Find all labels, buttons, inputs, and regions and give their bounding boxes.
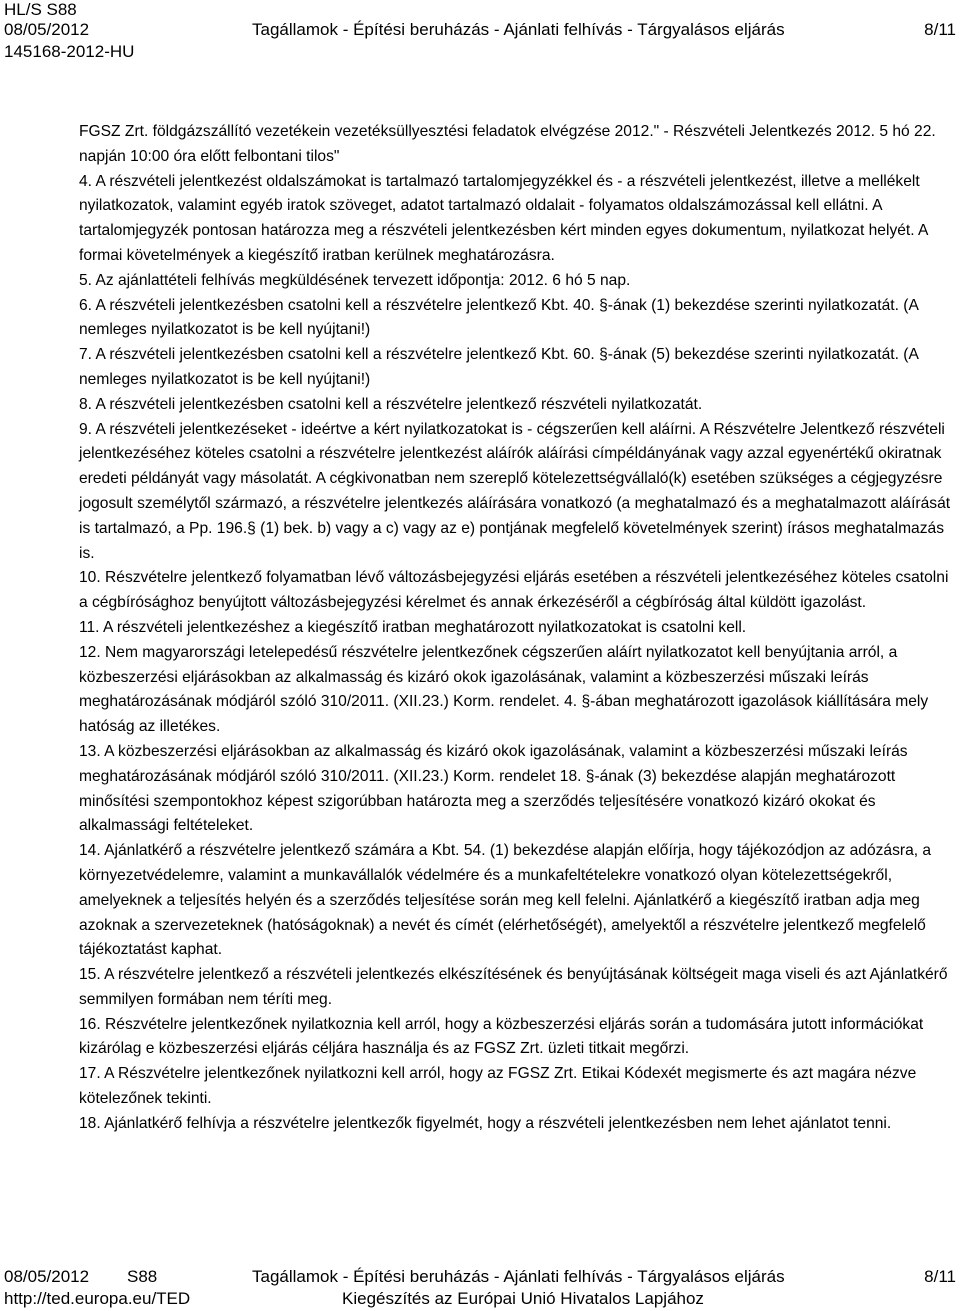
footer-page-number: 8/11 <box>924 1267 956 1286</box>
footer-url-link[interactable]: http://ted.europa.eu/TED <box>4 1289 191 1308</box>
header-doc-row <box>4 42 956 62</box>
footer-publisher: Kiegészítés az Európai Unió Hivatalos Lapjához <box>342 1289 704 1308</box>
paragraph: 11. A részvételi jelentkezéshez a kiegészítő iratban meghatározott nyilatkozatokat is csatolni kell. <box>79 618 747 636</box>
paragraph: 9. A részvételi jelentkezéseket - ideértve a kért nyilatkozatokat is - cégszerűen kell aláírni. A Részvételre Jelentkező részvételi jelentkezéséhez köteles csatolni a részvételre jelentkezést aláírók aláírási címpéldányának vagy azzal egyenértékű okiratnak eredeti példányát vagy másolatát. A cégkivonatban nem szereplő kötelezettségvállaló(k) esetében szükséges a cégjegyzésre jogosult személytől származó, a részvételre jelentkezés aláírására vonatkozó (a meghatalmazó és a meghatalmazott aláírását is tartalmazó, a Pp. 196.§ (1) bek. b) vagy a c) vagy az e) pontjának megfelelő követelmények szerint) írásos meghatalmazás is. <box>79 420 951 562</box>
footer-series: S88 <box>127 1267 158 1286</box>
header-series: HL/S S88 <box>4 0 77 19</box>
paragraph: FGSZ Zrt. földgázszállító vezetékein vezetéksüllyesztési feladatok elvégzése 2012." - Részvételi Jelentkezés 2012. 5 hó 22. napján 10:00 óra előtt felbontani tilos" <box>79 123 936 165</box>
paragraph: 14. Ajánlatkérő a részvételre jelentkező számára a Kbt. 54. (1) bekezdése alapján előírja, hogy tájékozódjon az adózásra, a környezetvédelemre, valamint a munkavállalók védelmére és a munkafeltételekre vonatkozó olyan kötelezettségekről, amelyeknek a teljesítés helyén és a szerződés teljesítése során meg kell felelni. Ajánlatkérő a kiegészítő iratban adja meg azoknak a szervezeteknek (hatóságoknak) a nevét és címét (elérhetőségét), amelyektől a részvételre jelentkező megfelelő tájékoztatást kaphat. <box>79 842 932 959</box>
paragraph: 6. A részvételi jelentkezésben csatolni kell a részvételre jelentkező Kbt. 40. §-ának (1) bekezdése szerinti nyilatkozatát. (A nemleges nyilatkozatot is be kell nyújtani!) <box>79 296 919 339</box>
header-row <box>4 20 956 42</box>
paragraph: 13. A közbeszerzési eljárásokban az alkalmasság és kizáró okok igazolásának, valamint a közbeszerzési műszaki leírás meghatározásának módjáról szóló 310/2011. (XII.23.) Korm. rendelet 18. §-ának (3) bekezdése alapján meghatározott minősítési szempontokhoz képest szigorúbban határozta meg a szerződés teljesítésére vonatkozó kizáró okokat és alkalmassági feltételeket. <box>79 742 908 835</box>
footer-title: Tagállamok - Építési beruházás - Ajánlati felhívás - Tárgyalásos eljárás <box>252 1267 785 1286</box>
footer-date: 08/05/2012 <box>4 1267 90 1286</box>
footer-row <box>4 1267 956 1289</box>
paragraph: 12. Nem magyarországi letelepedésű részvételre jelentkezőnek cégszerűen aláírt nyilatkozatot kell benyújtania arról, a közbeszerzési eljárásokban az alkalmasság és kizáró okok igazolásának, valamint a közbeszerzési műszaki leírás meghatározásának módjáról szóló 310/2011. (XII.23.) Korm. rendelet. 4. §-ában meghatározott igazolások kiállítására mely hatóság az illetékes. <box>79 643 929 736</box>
header-date: 08/05/2012 <box>4 20 90 39</box>
paragraph: 8. A részvételi jelentkezésben csatolni kell a részvételre jelentkező részvételi nyilatkozatát. <box>79 395 703 413</box>
header-page-number: 8/11 <box>924 20 956 39</box>
page-footer <box>4 1267 956 1311</box>
paragraph: 4. A részvételi jelentkezést oldalszámokat is tartalmazó tartalomjegyzékkel és - a részvételi jelentkezést, illetve a mellékelt nyilatkozatok, valamint egyéb iratok szöveget, adatot tartalmazó oldalait - folyamatos oldalszámozással kell ellátni. A tartalomjegyzék pontosan határozza meg a részvételi jelentkezésben kért minden egyes dokumentum, nyilatkozat helyét. A formai követelmények a kiegészítő iratban kerülnek meghatározásra. <box>79 172 928 264</box>
paragraph: 17. A Részvételre jelentkezőnek nyilatkozni kell arról, hogy az FGSZ Zrt. Etikai Kódexét megismerte és azt magára nézve kötelezőnek tekinti. <box>79 1065 917 1108</box>
page-header <box>4 0 956 62</box>
footer-link-row <box>4 1289 956 1311</box>
document-body <box>79 120 951 1137</box>
header-title: Tagállamok - Építési beruházás - Ajánlati felhívás - Tárgyalásos eljárás <box>252 20 785 39</box>
paragraph: 10. Részvételre jelentkező folyamatban lévő változásbejegyzési eljárás esetében a részvételi jelentkezéséhez köteles csatolni a cégbírósághoz benyújtott változásbejegyzési kérelmet és annak érkezéséről a cégbíróság által küldött igazolást. <box>79 569 949 612</box>
header-doc-id: 145168-2012-HU <box>4 42 135 61</box>
paragraph: 15. A részvételre jelentkező a részvételi jelentkezés elkészítésének és benyújtásának költségeit maga viseli és azt Ajánlatkérő semmilyen formában nem téríti meg. <box>79 966 948 1008</box>
paragraph: 7. A részvételi jelentkezésben csatolni kell a részvételre jelentkező Kbt. 60. §-ának (5) bekezdése szerinti nyilatkozatát. (A nemleges nyilatkozatot is be kell nyújtani!) <box>79 346 919 388</box>
paragraph: 5. Az ajánlattételi felhívás megküldésének tervezett időpontja: 2012. 6 hó 5 nap. <box>79 271 631 289</box>
paragraph: 18. Ajánlatkérő felhívja a részvételre jelentkezők figyelmét, hogy a részvételi jelentkezésben nem lehet ajánlatot tenni. <box>79 1114 892 1132</box>
paragraph: 16. Részvételre jelentkezőnek nyilatkoznia kell arról, hogy a közbeszerzési eljárás során a tudomására jutott információkat kizárólag e közbeszerzési eljárás céljára használja és az FGSZ Zrt. üzleti titkait megőrzi. <box>79 1015 924 1058</box>
